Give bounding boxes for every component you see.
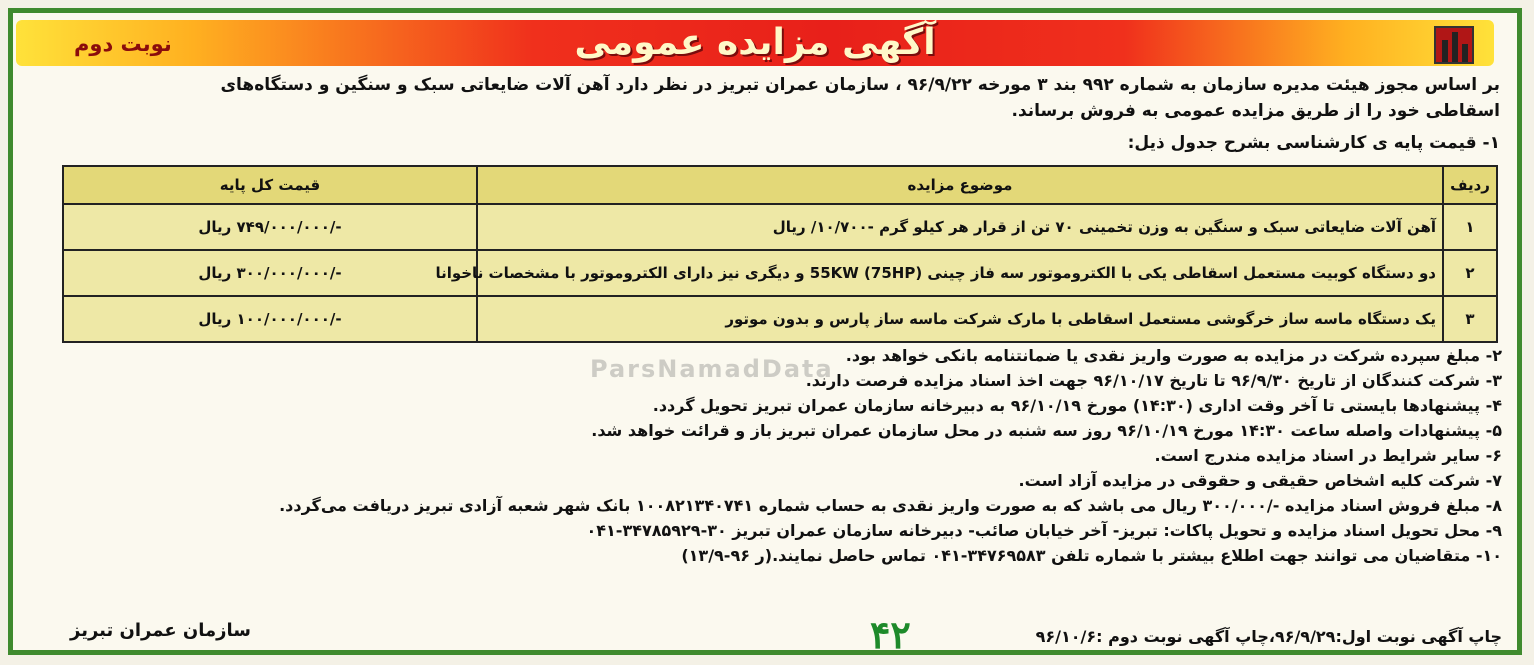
watermark: ParsNamadData [590, 355, 834, 383]
signature: سازمان عمران تبریز [70, 620, 251, 641]
row-number: ۱ [1443, 204, 1497, 250]
handwritten-page-number: ۴۲ [870, 612, 911, 657]
list-item: ۵- پیشنهادات واصله ساعت ۱۴:۳۰ مورخ ۹۶/۱۰/۱۹ روز سه شنبه در محل سازمان عمران تبریز باز و قرائت خواهد شد. [591, 421, 1502, 440]
list-item: ۸- مبلغ فروش اسناد مزایده -/۳۰۰/۰۰۰ ریال می باشد که به صورت واریز نقدی به حساب شماره ۱۰۰۸۲۱۳۴۰۷۴۱ بانک شهر شعبه آزادی تبریز دریافت می‌گردد. [279, 496, 1502, 515]
row-subject: آهن آلات ضایعاتی سبک و سنگین به وزن تخمینی ۷۰ تن از قرار هر کیلو گرم -۱۰/۷۰۰/ ریال [477, 204, 1443, 250]
header-row-number: ردیف [1443, 166, 1497, 204]
page-title: آگهی مزایده عمومی [574, 22, 936, 63]
table-row [63, 296, 1497, 342]
intro-line-3: ۱- قیمت پایه ی کارشناسی بشرح جدول ذیل: [1127, 133, 1500, 153]
header-price: قیمت کل پایه [63, 166, 477, 204]
list-item: ۶- سایر شرایط در اسناد مزایده مندرج است. [1154, 446, 1502, 465]
row-subject: دو دستگاه کوبیت مستعمل اسقاطی یکی با الکتروموتور سه فاز چینی (75HP) 55KW و دیگری نیز دارای الکتروموتور با مشخصات ناخوانا [477, 250, 1443, 296]
list-item: ۴- پیشنهادها بایستی تا آخر وقت اداری (۱۴:۳۰) مورخ ۹۶/۱۰/۱۹ به دبیرخانه سازمان عمران تبریز تحویل گردد. [652, 396, 1502, 415]
row-price: -/۳۰۰/۰۰۰/۰۰۰ ریال [63, 250, 477, 296]
table-row [63, 250, 1497, 296]
row-subject: یک دستگاه ماسه ساز خرگوشی مستعمل اسقاطی با مارک شرکت ماسه ساز پارس و بدون موتور [477, 296, 1443, 342]
row-number: ۲ [1443, 250, 1497, 296]
round-tag: نوبت دوم [74, 32, 172, 56]
table-row [63, 204, 1497, 250]
organization-logo-icon [1434, 26, 1474, 64]
row-number: ۳ [1443, 296, 1497, 342]
conditions-list [32, 343, 1502, 568]
list-item: ۳- شرکت کنندگان از تاریخ ۹۶/۹/۳۰ تا تاریخ ۹۶/۱۰/۱۷ جهت اخذ اسناد مزایده فرصت دارند. [805, 371, 1502, 390]
list-item: ۹- محل تحویل اسناد مزایده و تحویل پاکات: تبریز- آخر خیابان صائب- دبیرخانه سازمان عمران تبریز ۳۰-۳۴۷۸۵۹۲۹-۰۴۱ [586, 521, 1502, 540]
list-item: ۱۰- متقاضیان می توانند جهت اطلاع بیشتر با شماره تلفن ۳۴۷۶۹۵۸۳-۰۴۱ تماس حاصل نمایند.(ر ۹۶-۱۳/۹) [681, 546, 1502, 565]
auction-items-table [62, 165, 1498, 343]
intro-line-2: اسقاطی خود را از طریق مزایده عمومی به فروش برساند. [1011, 101, 1500, 121]
list-item: ۲- مبلغ سپرده شرکت در مزایده به صورت واریز نقدی یا ضمانتنامه بانکی خواهد بود. [845, 346, 1502, 365]
header-subject: موضوع مزایده [477, 166, 1443, 204]
row-price: -/۷۴۹/۰۰۰/۰۰۰ ریال [63, 204, 477, 250]
table-header-row [63, 166, 1497, 204]
title-banner [16, 20, 1494, 66]
print-dates: چاپ آگهی نوبت اول:۹۶/۹/۲۹،چاپ آگهی نوبت دوم :۹۶/۱۰/۶ [1035, 627, 1502, 646]
row-price: -/۱۰۰/۰۰۰/۰۰۰ ریال [63, 296, 477, 342]
intro-line-1: بر اساس مجوز هیئت مدیره سازمان به شماره ۹۹۲ بند ۳ مورخه ۹۶/۹/۲۲ ، سازمان عمران تبریز در نظر دارد آهن آلات ضایعاتی سبک و سنگین و دستگاه‌های [220, 75, 1500, 95]
list-item: ۷- شرکت کلیه اشخاص حقیقی و حقوقی در مزایده آزاد است. [1018, 471, 1502, 490]
